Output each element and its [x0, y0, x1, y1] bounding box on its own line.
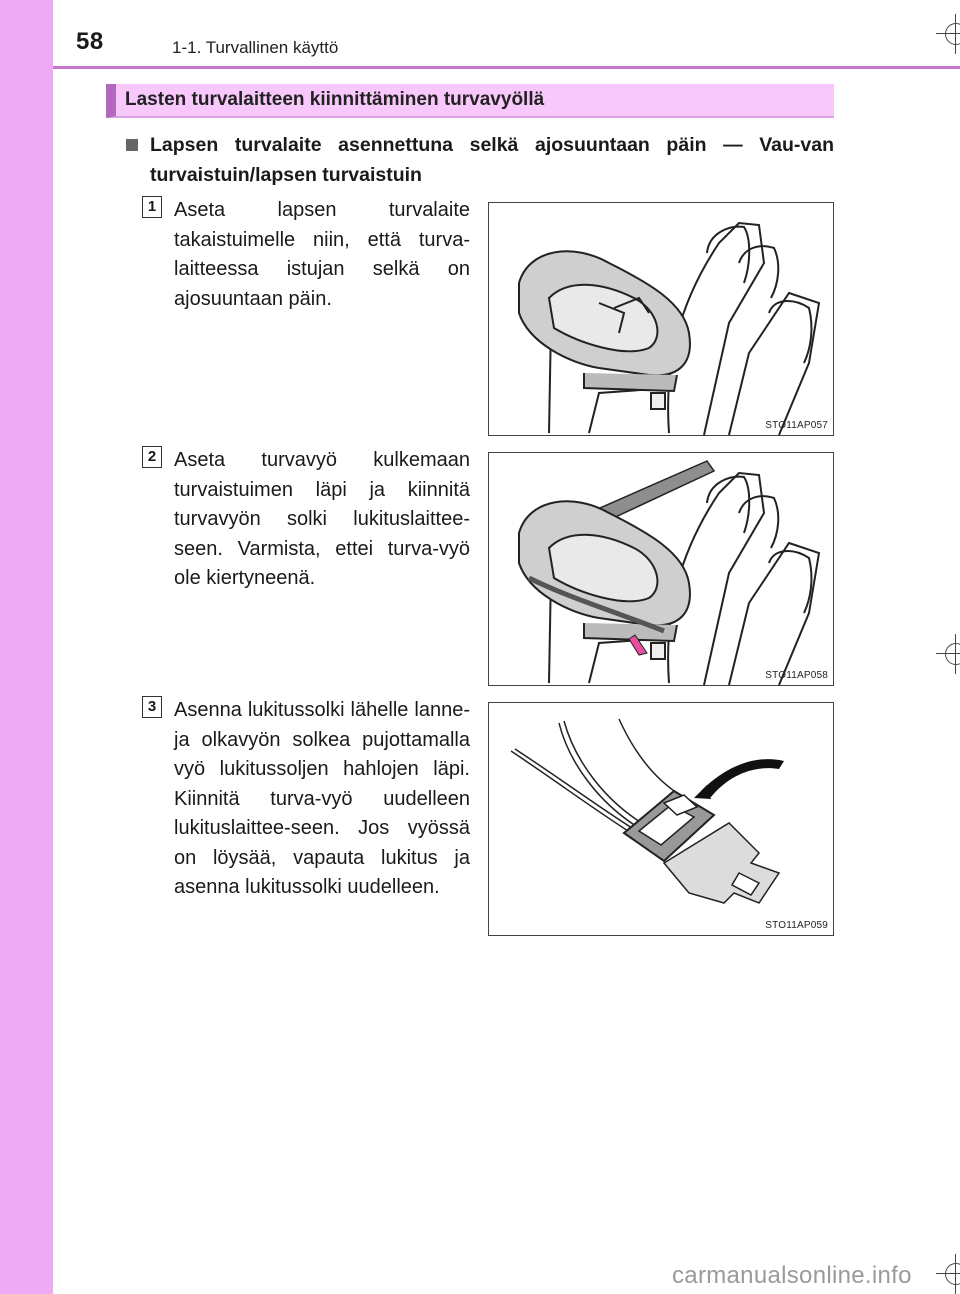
step-2-text: Aseta turvavyö kulkemaan turvaistuimen läpi ja kiinnitä turvavyön solki lukituslaittee-seen. Varmista, ettei turva-vyö ole kiertyneenä.	[174, 449, 470, 589]
crop-mark-icon	[936, 634, 960, 674]
figure-code: STO11AP059	[765, 920, 828, 931]
bullet-square-icon	[126, 139, 138, 151]
figure-locking-clip	[488, 702, 834, 936]
step-3-text: Asenna lukitussolki lähelle lanne- ja olkavyön solkea pujottamalla vyö lukitussoljen hahlojen läpi. Kiinnitä turva-vyö uudelleen lukituslaittee-seen. Jos vyössä on löysää, vapauta lukitus ja asenna lukitussolki uudelleen.	[174, 699, 470, 898]
crop-mark-icon	[936, 14, 960, 54]
belt-through-child-seat-illustration	[489, 453, 835, 687]
header-rule	[53, 66, 960, 69]
subsection-title: Lapsen turvalaite asennettuna selkä ajosuuntaan päin — Vau-van turvaistuin/lapsen turvaistuin	[150, 134, 834, 186]
step-number-badge: 2	[142, 446, 162, 468]
figure-child-seat-placed	[488, 202, 834, 436]
running-head: 1-1. Turvallinen käyttö	[172, 38, 339, 57]
figure-code: STO11AP057	[765, 420, 828, 431]
crop-mark-icon	[936, 1254, 960, 1294]
section-title: Lasten turvalaitteen kiinnittäminen turvavyöllä	[125, 89, 545, 110]
side-color-band	[0, 0, 53, 1294]
child-seat-on-rear-seat-illustration	[489, 203, 835, 437]
step-1-text: Aseta lapsen turvalaite takaistuimelle niin, että turva-laitteessa istujan selkä on ajosuuntaan päin.	[174, 199, 470, 310]
step-number-badge: 3	[142, 696, 162, 718]
footer-watermark: carmanualsonline.info	[672, 1262, 912, 1289]
step-number-badge: 1	[142, 196, 162, 218]
page-number: 58	[76, 28, 104, 55]
locking-clip-illustration	[489, 703, 835, 937]
section-title-bar	[106, 84, 834, 118]
figure-belt-routed	[488, 452, 834, 686]
figure-code: STO11AP058	[765, 670, 828, 681]
